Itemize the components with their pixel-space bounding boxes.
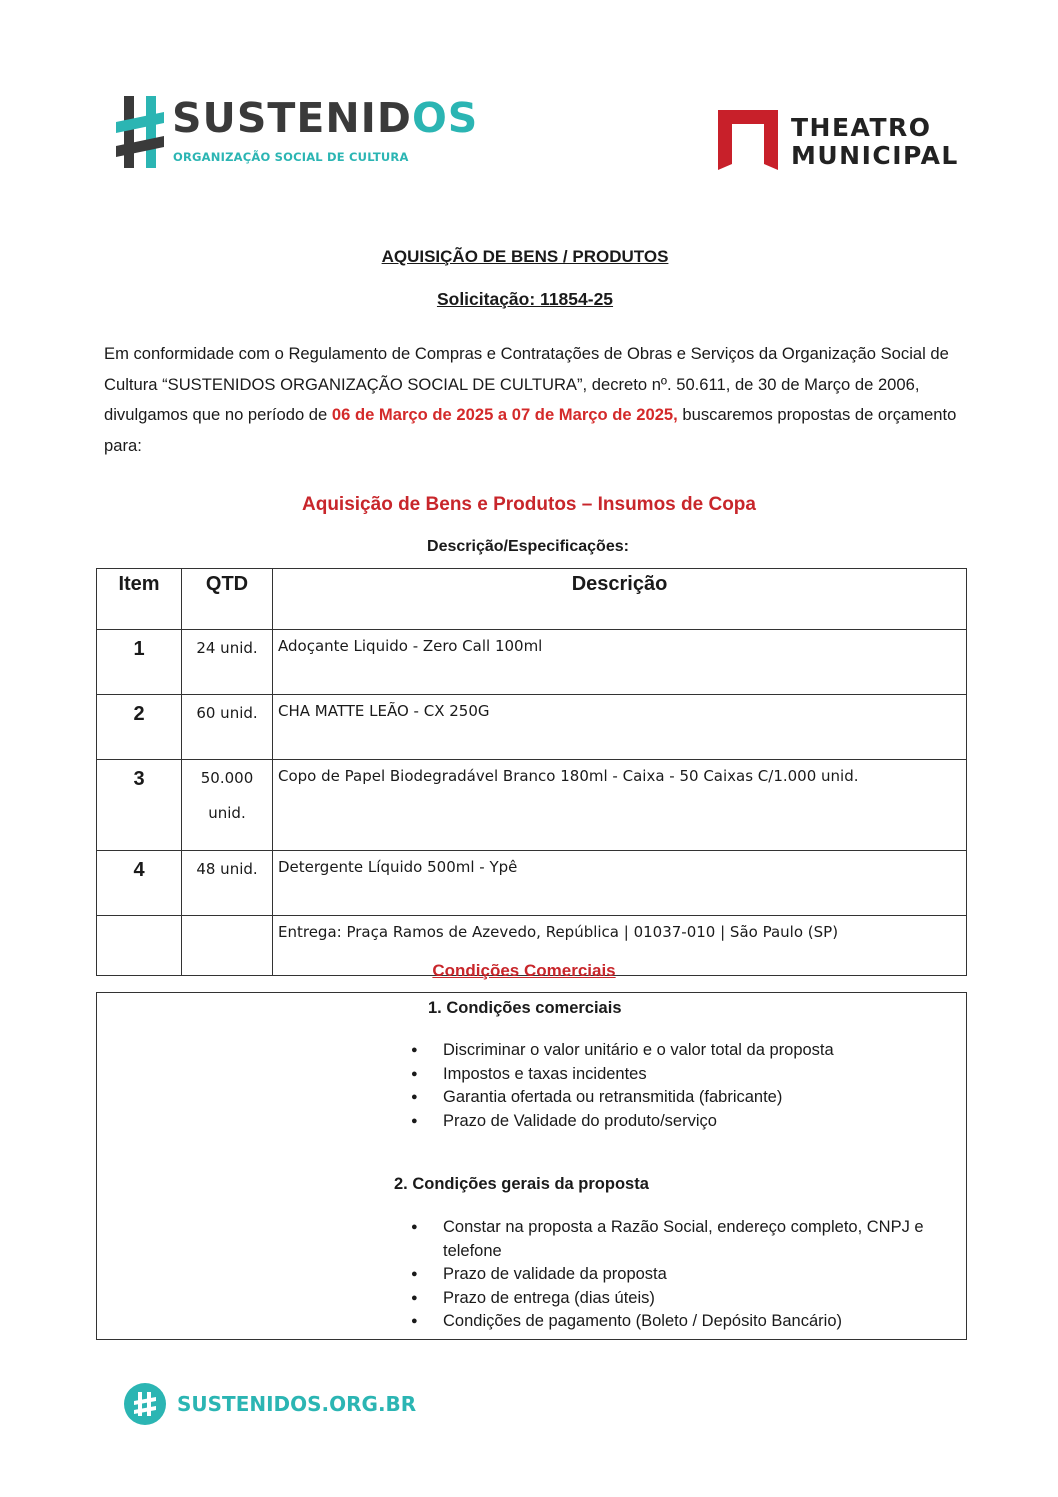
document-title: AQUISIÇÃO DE BENS / PRODUTOS (381, 247, 669, 266)
list-item: ● Garantia ofertada ou retransmitida (fabricante) (411, 1086, 834, 1110)
item-description: Copo de Papel Biodegradável Branco 180ml - Caixa - 50 Caixas C/1.000 unid. (273, 760, 967, 851)
intro-period-highlight: 06 de Março de 2025 a 07 de Março de 2025, (331, 405, 678, 424)
theatro-wordmark (791, 114, 959, 170)
list-item: ● Condições de pagamento (Boleto / Depósito Bancário) (411, 1310, 951, 1334)
list-item: ● Constar na proposta a Razão Social, endereço completo, CNPJ e telefone (411, 1216, 951, 1263)
table-row (97, 760, 967, 851)
header-description: Descrição (273, 569, 967, 630)
item-number: 4 (97, 851, 182, 916)
item-quantity (182, 760, 273, 851)
item-quantity-line1: 50.000 (200, 769, 254, 787)
footer-logo (124, 1383, 417, 1427)
item-quantity: 48 unid. (182, 851, 273, 916)
sustenidos-hash-icon (116, 92, 172, 172)
item-description: CHA MATTE LEÃO - CX 250G (273, 695, 967, 760)
section-heading: Aquisição de Bens e Produtos – Insumos de Copa (302, 494, 756, 515)
specifications-label: Descrição/Especificações: (427, 538, 629, 555)
sustenidos-wordmark: SUSTENIDOS (172, 94, 479, 142)
item-number: 3 (97, 760, 182, 851)
list-item: ● Prazo de entrega (dias úteis) (411, 1287, 951, 1311)
sustenidos-logo (116, 92, 479, 172)
conditions-heading: Condições Comerciais (432, 961, 616, 980)
item-description: Detergente Líquido 500ml - Ypê (273, 851, 967, 916)
header-item: Item (97, 569, 182, 630)
conditions-box (96, 992, 967, 1340)
items-table (96, 568, 967, 976)
item-description: Adoçante Liquido - Zero Call 100ml (273, 630, 967, 695)
theatro-line2: MUNICIPAL (791, 141, 959, 170)
list-item: ● Discriminar o valor unitário e o valor total da proposta (411, 1039, 834, 1063)
request-label: Solicitação: (436, 289, 541, 309)
table-row (97, 851, 967, 916)
theatro-line1: THEATRO (791, 113, 932, 142)
list-item: ● Prazo de validade da proposta (411, 1263, 951, 1287)
footer-hash-icon (124, 1383, 166, 1425)
intro-text-end: buscaremos propostas de orçamento para: (104, 405, 957, 455)
intro-paragraph (104, 339, 964, 461)
table-row (97, 695, 967, 760)
list-item: ● Prazo de Validade do produto/serviço (411, 1110, 834, 1134)
conditions-section1-title: 1. Condições comerciais (428, 999, 622, 1017)
table-header-row (97, 569, 967, 630)
conditions-section2-list (411, 1216, 951, 1334)
theatro-arch-icon (716, 108, 780, 172)
item-number: 2 (97, 695, 182, 760)
list-item: ● Impostos e taxas incidentes (411, 1063, 834, 1087)
conditions-section2-title: 2. Condições gerais da proposta (394, 1175, 649, 1193)
delivery-address: Entrega: Praça Ramos de Azevedo, República | 01037-010 | São Paulo (SP) (273, 916, 967, 976)
request-number: 11854-25 (540, 289, 614, 309)
sustenidos-wordmark-suffix: OS (411, 94, 479, 142)
request-number-line (0, 289, 1050, 310)
table-row (97, 630, 967, 695)
item-quantity-line2: unid. (208, 804, 246, 822)
theatro-municipal-logo (716, 108, 959, 174)
sustenidos-tagline: ORGANIZAÇÃO SOCIAL DE CULTURA (173, 150, 409, 164)
intro-text-start: Em conformidade com o Regulamento de Compras e Contratações de Obras e Serviços da Organização Social de Cultura “SUSTENIDOS ORGANIZAÇÃO SOCIAL DE CULTURA”, decreto nº. 50.611, de 30 de Março de 2006, divulgamos que no período de (104, 344, 949, 424)
item-quantity: 24 unid. (182, 630, 273, 695)
header-qtd: QTD (182, 569, 273, 630)
conditions-section1-list (411, 1039, 834, 1133)
item-number: 1 (97, 630, 182, 695)
footer-site-url: SUSTENIDOS.ORG.BR (177, 1392, 417, 1416)
item-quantity: 60 unid. (182, 695, 273, 760)
